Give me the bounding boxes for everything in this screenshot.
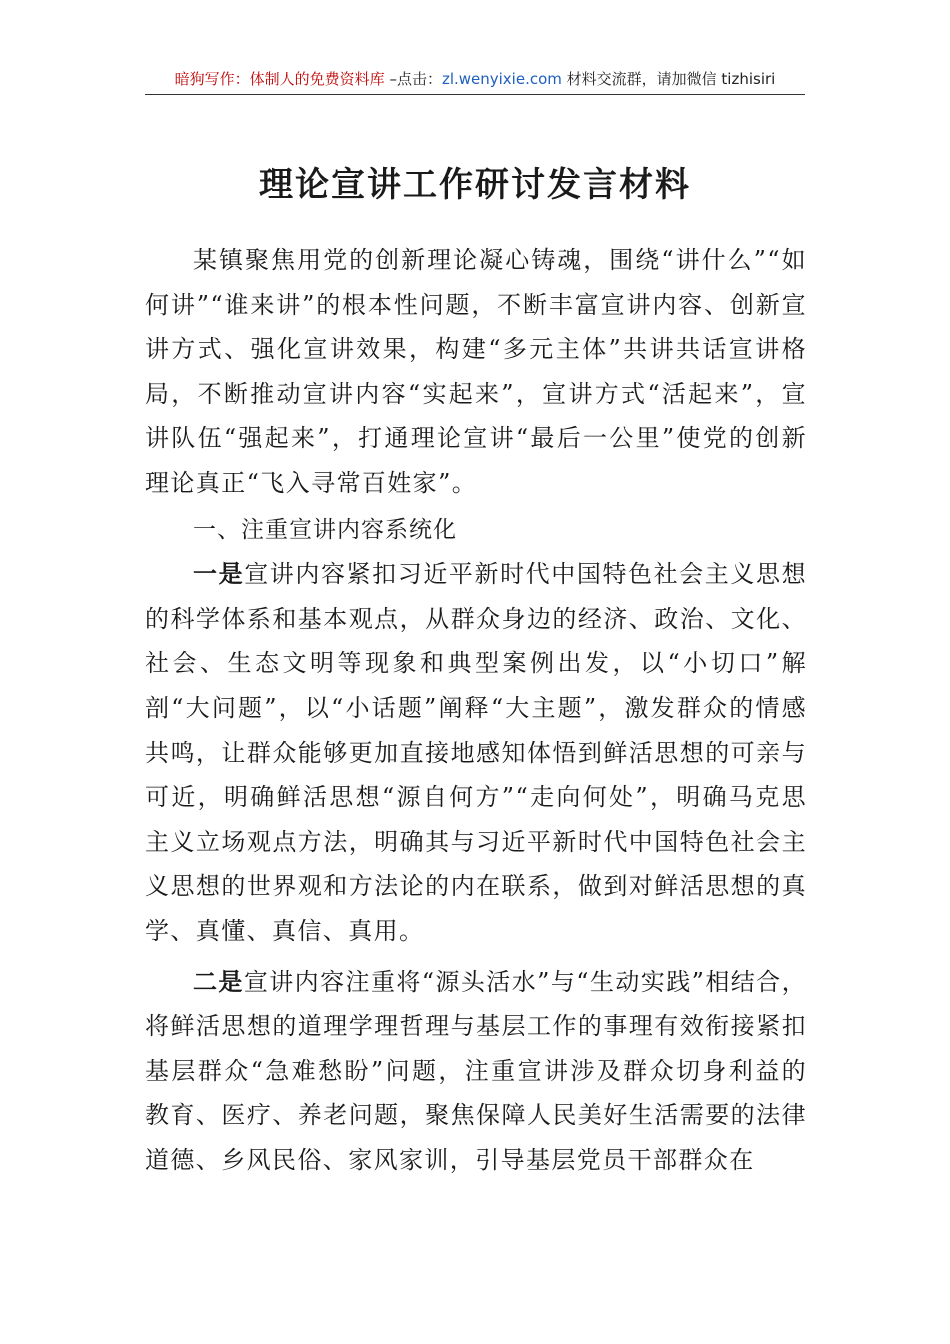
document-title: 理论宣讲工作研讨发言材料 [259, 165, 691, 205]
header-click-label: –点击： [384, 70, 442, 88]
paragraph-1-lead: 一是 [193, 560, 245, 589]
paragraph-2-lead: 二是 [193, 967, 244, 996]
header-brand: 暗狗写作：体制人的免费资料库 [174, 70, 385, 88]
header-url-link[interactable]: zl.wenyixie.com [441, 70, 562, 88]
section-heading: 一、注重宣讲内容系统化 [193, 516, 457, 543]
document-body [145, 238, 807, 1182]
paragraph-1-text: 宣讲内容紧扣习近平新时代中国特色社会主义思想的科学体系和基本观点，从群众身边的经济、政治、文化、社会、生态文明等现象和典型案例出发，以“小切口”解剖“大问题”，以“小话题”阐释“大主题”，激发群众的情感共鸣，让群众能够更加直接地感知体悟到鲜活思想的可亲与可近，明确鲜活思想“源自何方”“走向何处”，明确马克思主义立场观点方法，明确其与习近平新时代中国特色社会主义思想的世界观和方法论的内在联系，做到对鲜活思想的真学、真懂、真信、真用。 [145, 560, 807, 945]
paragraph-1 [145, 552, 807, 953]
paragraph-2-text: 宣讲内容注重将“源头活水”与“生动实践”相结合，将鲜活思想的道理学理哲理与基层工作的事理有效衔接紧扣基层群众“急难愁盼”问题，注重宣讲涉及群众切身利益的教育、医疗、养老问题，聚焦保障人民美好生活需要的法律道德、乡风民俗、家风家训，引导基层党员干部群众在 [145, 967, 807, 1174]
paragraph-2 [145, 960, 807, 1183]
header-note: 材料交流群，请加微信 tizhisiri [561, 70, 776, 88]
intro-paragraph: 某镇聚焦用党的创新理论凝心铸魂，围绕“讲什么”“如何讲”“谁来讲”的根本性问题，不断丰富宣讲内容、创新宣讲方式、强化宣讲效果，构建“多元主体”共讲共话宣讲格局，不断推动宣讲内容“实起来”，宣讲方式“活起来”，宣讲队伍“强起来”，打通理论宣讲“最后一公里”使党的创新理论真正“飞入寻常百姓家”。 [145, 246, 807, 497]
page-header [145, 66, 805, 95]
